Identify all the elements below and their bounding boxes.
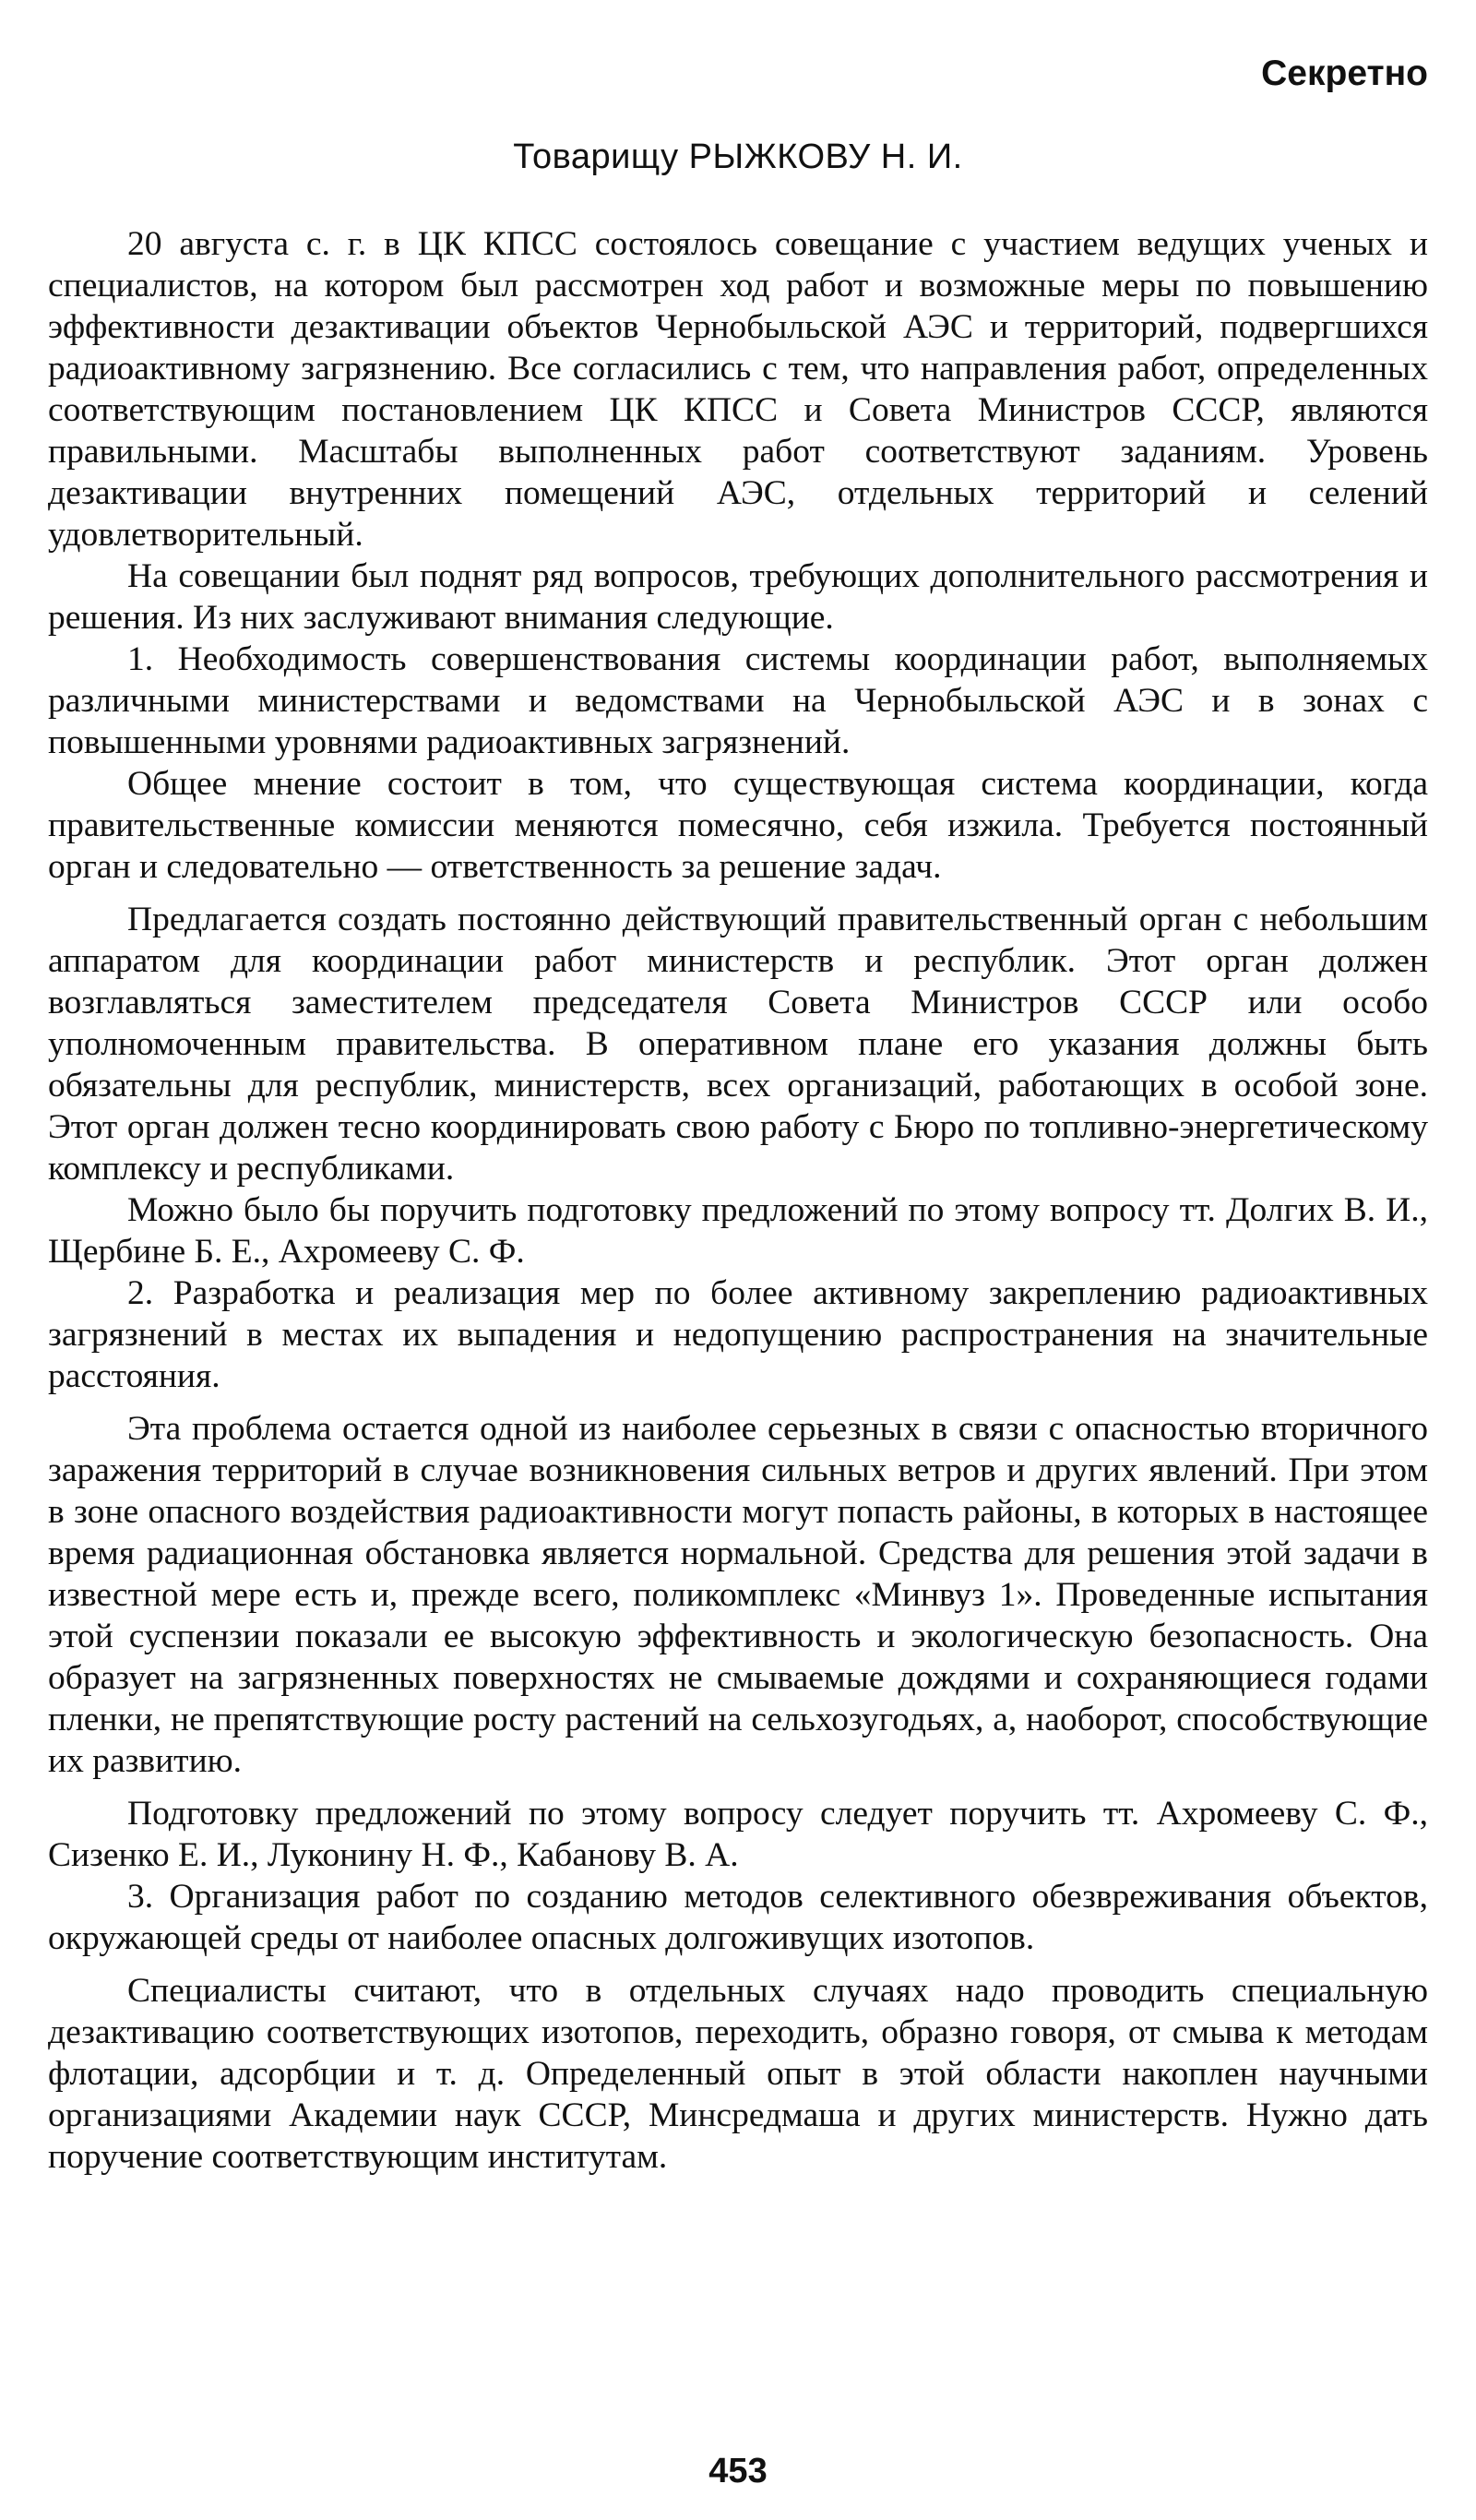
paragraph-intro: 20 августа с. г. в ЦК КПСС состоялось совещание с участием ведущих ученых и специалистов, на котором был рассмотрен ход работ и возможные меры по повышению эффективности дезактивации объектов Чернобыльской АЭС и территорий, подвергшихся радиоактивному загрязнению. Все согласились с тем, что направления работ, определенных соответствующим постановлением ЦК КПСС и Совета Министров СССР, являются правильными. Масштабы выполненных работ соответствуют заданиям. Уровень дезактивации внутренних помещений АЭС, отдельных территорий и селений удовлетворительный. (48, 225, 1428, 554)
letter-body (48, 223, 1428, 2178)
paragraph-proposal: Предлагается создать постоянно действующий правительственный орган с небольшим аппаратом для координации работ министерств и республик. Этот орган должен возглавляться заместителем председателя Совета Министров СССР или особо уполномоченным правительства. В оперативном плане его указания должны быть обязательны для республик, министерств, всех организаций, работающих в особой зоне. Этот орган должен тесно координировать свою работу с Бюро по топливно-энергетическому комплексу и республиками. (48, 901, 1428, 1188)
document-page (48, 46, 1428, 2178)
paragraph-assignment-2: Подготовку предложений по этому вопросу следует поручить тт. Ахромееву С. Ф., Сизенко Е. И., Луконину Н. Ф., Кабанову В. А. (48, 1795, 1428, 1874)
paragraph-questions: На совещании был поднят ряд вопросов, требующих дополнительного рассмотрения и решения. Из них заслуживают внимания следующие. (48, 557, 1428, 637)
paragraph-problem: Эта проблема остается одной из наиболее серьезных в связи с опасностью вторичного заражения территорий в случае возникновения сильных ветров и других явлений. При этом в зоне опасного воздействия радиоактивности могут попасть районы, в которых в настоящее время радиационная обстановка является нормальной. Средства для решения этой задачи в известной мере есть и, прежде всего, поликомплекс «Минвуз 1». Проведенные испытания этой суспензии показали ее высокую эффективность и экологическую безопасность. Она образует на загрязненных поверхностях не смываемые дождями и сохраняющиеся годами пленки, не препятствующие росту растений на сельхозугодьях, а, наоборот, способствующие их развитию. (48, 1410, 1428, 1780)
paragraph-item-1: 1. Необходимость совершенствования системы координации работ, выполняемых различными министерствами и ведомствами на Чернобыльской АЭС и в зонах с повышенными уровнями радиоактивных загрязнений. (48, 640, 1428, 761)
paragraph-specialists: Специалисты считают, что в отдельных случаях надо проводить специальную дезактивацию соответствующих изотопов, переходить, образно говоря, от смыва к методам флотации, адсорбции и т. д. Определенный опыт в этой области накоплен научными организациями Академии наук СССР, Минсредмаша и других министерств. Нужно дать поручение соответствующим институтам. (48, 1972, 1428, 2176)
paragraph-item-3: 3. Организация работ по созданию методов селективного обезвреживания объектов, окружающей среды от наиболее опасных долгоживущих изотопов. (48, 1878, 1428, 1957)
classification-mark: Секретно (1261, 54, 1428, 93)
page-number: 453 (708, 2452, 768, 2490)
paragraph-assignment-1: Можно было бы поручить подготовку предложений по этому вопросу тт. Долгих В. И., Щербине Б. Е., Ахромееву С. Ф. (48, 1191, 1428, 1271)
paragraph-opinion: Общее мнение состоит в том, что существующая система координации, когда правительственные комиссии меняются помесячно, себя изжила. Требуется постоянный орган и следовательно — ответственность за решение задач. (48, 765, 1428, 886)
addressee-line: Товарищу РЫЖКОВУ Н. И. (513, 137, 963, 176)
paragraph-item-2: 2. Разработка и реализация мер по более активному закреплению радиоактивных загрязнений в местах их выпадения и недопущению распространения на значительные расстояния. (48, 1274, 1428, 1395)
